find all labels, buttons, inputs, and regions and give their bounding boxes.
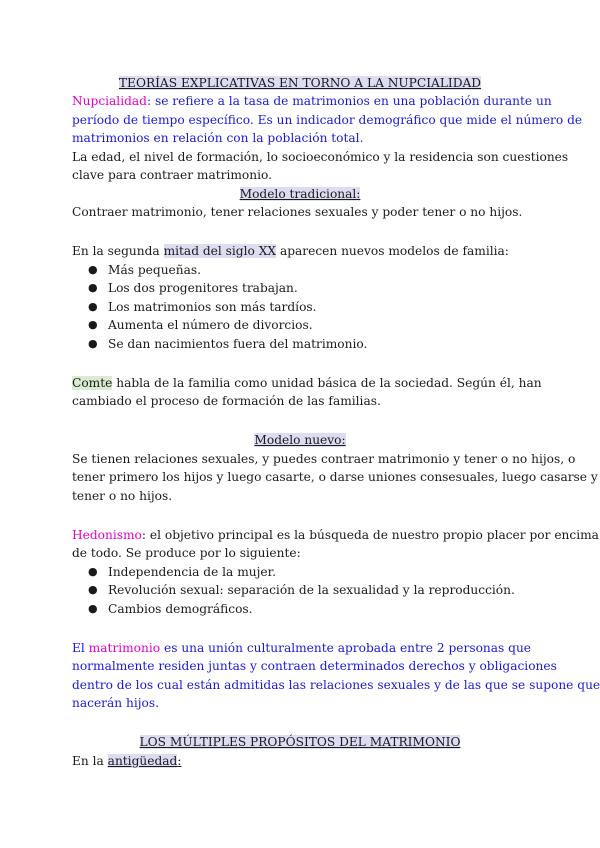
second-half-intro xyxy=(72,242,509,260)
bullet-icon: ● xyxy=(88,300,98,313)
matrimonio-line-2: normalmente residen juntas y contraen determinados derechos y obligaciones xyxy=(72,659,557,673)
nupcialidad-def-line-1 xyxy=(72,92,552,110)
second-half-before: En la segunda xyxy=(72,244,164,258)
list-item: Más pequeñas. xyxy=(108,263,201,277)
bullet-icon: ● xyxy=(88,337,98,350)
bullet-icon: ● xyxy=(88,565,98,578)
matrimonio-prefix: El xyxy=(72,641,89,655)
comte-name: Comte xyxy=(72,376,113,390)
bullet-icon: ● xyxy=(88,583,98,596)
list-item: Los dos progenitores trabajan. xyxy=(108,281,298,295)
list-item: Revolución sexual: separación de la sexualidad y la reproducción. xyxy=(108,583,515,597)
bullet-icon: ● xyxy=(88,318,98,331)
new-model-heading-text: Modelo nuevo: xyxy=(254,433,346,447)
list-item: Los matrimonios son más tardíos. xyxy=(108,300,317,314)
matrimonio-text-1: es una unión culturalmente aprobada entre 2 personas que xyxy=(160,641,532,655)
factors-line-1: La edad, el nivel de formación, lo socioeconómico y la residencia son cuestiones xyxy=(72,150,569,164)
bullet-icon: ● xyxy=(88,602,98,615)
new-model-line-2: tener primero los hijos y luego casarte, o darse uniones consesuales, luego casarse y xyxy=(72,470,598,484)
matrimonio-line-4: nacerán hijos. xyxy=(72,696,159,710)
nupcialidad-def-line-3: matrimonios en relación con la población total. xyxy=(72,131,364,145)
list-item: Aumenta el número de divorcios. xyxy=(108,318,313,332)
second-half-highlight: mitad del siglo XX xyxy=(163,244,277,258)
matrimonio-term: matrimonio xyxy=(88,641,161,655)
hedonismo-line-2: de todo. Se produce por lo siguiente: xyxy=(72,546,301,560)
list-item: Independencia de la mujer. xyxy=(108,565,276,579)
hedonismo-line-1 xyxy=(72,526,599,544)
purposes-heading xyxy=(0,733,600,751)
main-title-text: TEORÍAS EXPLICATIVAS EN TORNO A LA NUPCIALIDAD xyxy=(118,76,482,90)
new-model-line-1: Se tienen relaciones sexuales, y puedes contraer matrimonio y tener o no hijos, o xyxy=(72,452,576,466)
factors-line-2: clave para contraer matrimonio. xyxy=(72,168,272,182)
new-model-heading xyxy=(0,431,600,449)
antiquity-line xyxy=(72,752,181,770)
nupcialidad-term: Nupcialidad xyxy=(72,94,147,108)
traditional-text: Contraer matrimonio, tener relaciones sexuales y poder tener o no hijos. xyxy=(72,205,523,219)
antiquity-before: En la xyxy=(72,754,108,768)
traditional-heading xyxy=(0,185,600,203)
antiquity-colon: : xyxy=(177,754,182,768)
comte-line-2: cambiado el proceso de formación de las familias. xyxy=(72,394,381,408)
comte-text-1: habla de la familia como unidad básica de la sociedad. Según él, han xyxy=(112,376,542,390)
bullet-icon: ● xyxy=(88,281,98,294)
bullet-icon: ● xyxy=(88,263,98,276)
comte-line-1 xyxy=(72,374,542,392)
matrimonio-line-1 xyxy=(72,639,531,657)
second-half-after: aparecen nuevos modelos de familia: xyxy=(276,244,509,258)
new-model-line-3: tener o no hijos. xyxy=(72,489,173,503)
list-item: Cambios demográficos. xyxy=(108,602,253,616)
nupcialidad-def-text-1: : se refiere a la tasa de matrimonios en una población durante un xyxy=(146,94,552,108)
hedonismo-term: Hedonismo xyxy=(72,528,142,542)
antiquity-highlight: antigüedad xyxy=(107,754,178,768)
traditional-heading-text: Modelo tradicional: xyxy=(239,187,361,201)
list-item: Se dan nacimientos fuera del matrimonio. xyxy=(108,337,368,351)
hedonismo-text-1: : el objetivo principal es la búsqueda de nuestro propio placer por encima xyxy=(141,528,599,542)
main-title xyxy=(0,74,600,92)
matrimonio-line-3: dentro de los cual están admitidas las relaciones sexuales y de las que se supone que xyxy=(72,678,600,692)
purposes-heading-text: LOS MÚLTIPLES PROPÓSITOS DEL MATRIMONIO xyxy=(139,735,461,749)
nupcialidad-def-line-2: período de tiempo específico. Es un indicador demográfico que mide el número de xyxy=(72,113,583,127)
